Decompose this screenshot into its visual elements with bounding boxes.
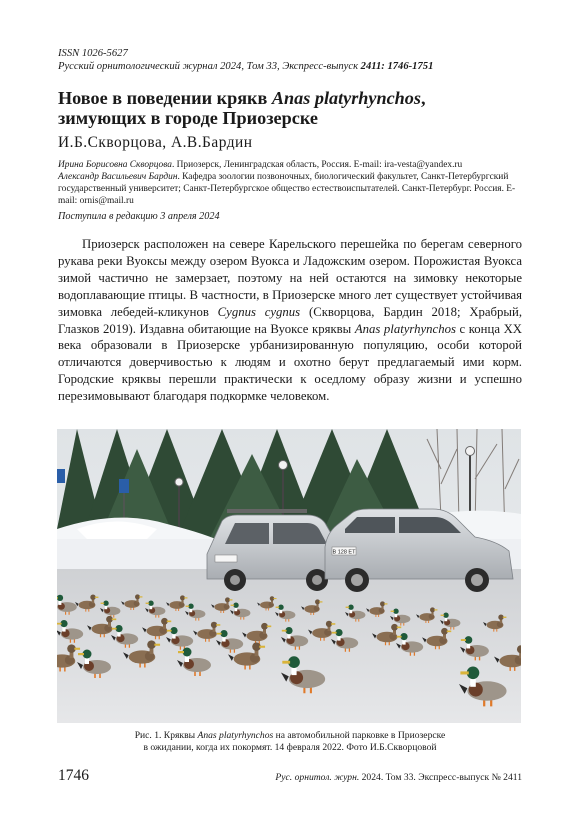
caption-species: Anas platyrhynchos [197,730,274,741]
journal-header [58,47,528,73]
affiliation-1 [58,159,528,171]
p1-species-1: Cygnus cygnus [217,304,301,319]
issn: ISSN 1026-5627 [58,48,128,59]
affiliation-2 [58,171,528,207]
p1-species-2: Anas platyrhynchos [354,321,456,336]
page-number: 1746 [58,767,89,784]
journal-name: Русский орнитологический журнал 2024, Том 33, Экспресс-выпуск [58,61,361,72]
footer-journal-abbr: Рус. орнитол. журн. [275,772,360,783]
page-footer [58,767,522,788]
page-range: : 1746-1751 [381,61,434,72]
title-text-a: Новое в поведении крякв [58,88,272,108]
license-plate: В 128 ЕТ [332,549,356,556]
issue-number: 2411 [360,61,382,72]
p1-text-b: (Скворцова, Бардин 2018; Храбрый, Глазков 2019). Издавна обитающие на Вуоксе кряквы [58,304,523,336]
p1-text-c: с конца XX века образовали в Приозерске урбанизированную популяцию, особи которой отличаются доверчивостью к людям и охотно берут предлагаемый ими корм. Городские кряквы перешли практически к оседлому образу жизни и успешно перезимовывают благодаря подкормке человеком. [58,321,522,404]
p1-text-a: Приозерск расположен на севере Карельского перешейка по берегам северного рукава реки Вуоксы между озером Вуокса и Ладожским озером. Порожистая Вуокса зимой частично не замерзает, поэтому на ней остаются на зимовку некоторые водоплавающие птицы. В частности, в Приозерске много лет существует устойчивая зимовка лебедей-кликунов [58,237,522,319]
journal-line [58,60,528,73]
figure-photo [57,429,521,723]
figure-caption [58,730,522,755]
title-line-1 [58,88,528,108]
ducks-parking-photo [57,429,521,723]
footer-citation [275,772,522,783]
paragraph-1 [58,236,522,405]
caption-line-1 [58,730,522,742]
caption-line-2: в ожидании, когда их покормят. 14 февраля 2022. Фото И.Б.Скворцовой [143,742,437,754]
footer-issue: 2024. Том 33. Экспресс-выпуск № 2411 [359,772,522,783]
author-2-details: . Кафедра зоологии позвоночных, биологический факультет, Санкт-Петербургский государственный университет; Санкт-Петербургское общество естествоиспытателей. Санкт-Петербург. Россия. E-mail: ornis@mail.ru [58,172,516,206]
article-body [58,236,522,405]
car-left [207,509,341,591]
authors: И.Б.Скворцова, А.В.Бардин [58,134,253,151]
title-line-2: зимующих в городе Приозерске [58,108,318,128]
caption-text-b: на автомобильной парковке в Приозерске [273,730,446,741]
article-title [58,88,528,128]
author-2-name: Александр Васильевич Бардин [58,172,178,182]
caption-text-a: Рис. 1. Кряквы [134,730,198,741]
author-1-name: Ирина Борисовна Скворцова [58,160,172,170]
received-date: Поступила в редакцию 3 апреля 2024 [58,211,220,222]
affiliations [58,159,528,207]
author-1-details: . Приозерск, Ленинградская область, Россия. E-mail: ira-vesta@yandex.ru [171,160,463,170]
title-text-b: , [420,88,426,108]
title-species: Anas platyrhynchos [271,88,421,108]
